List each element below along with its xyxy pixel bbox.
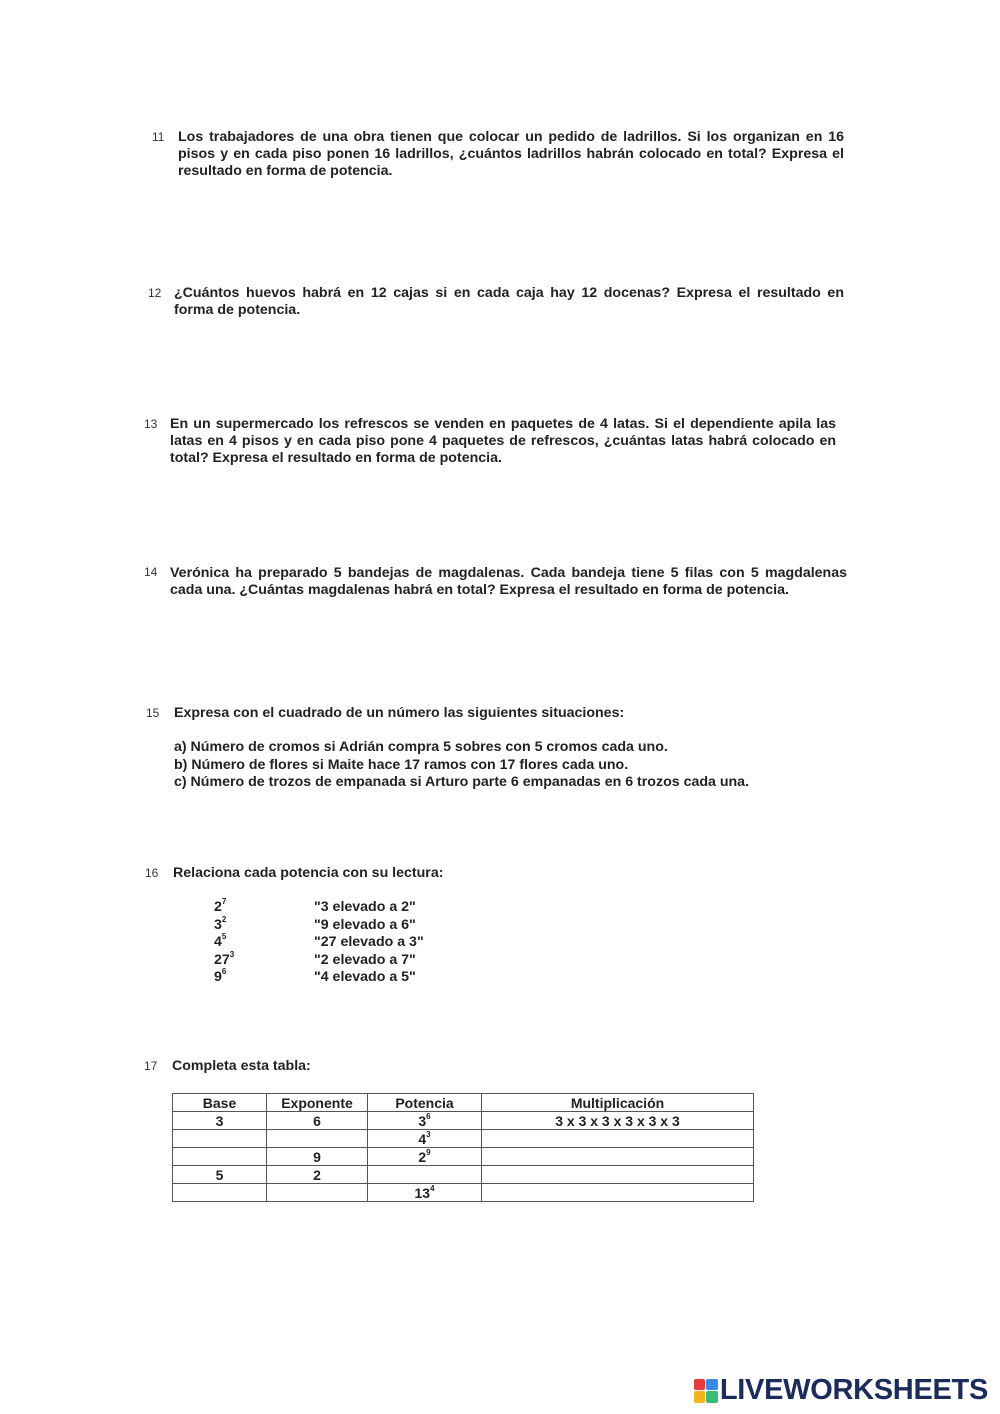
matching-power-4: $27^3$ (214, 950, 235, 968)
cell-base[interactable] (173, 1184, 267, 1202)
matching-reading-4: "2 elevado a 7" (314, 952, 416, 968)
cell-multiplicacion[interactable] (482, 1184, 754, 1202)
logo-square-3 (694, 1391, 706, 1403)
powers-table (172, 1093, 754, 1202)
liveworksheets-logo-icon (694, 1379, 718, 1403)
question-15-items (174, 739, 749, 792)
cell-base[interactable] (173, 1130, 267, 1148)
question-14-text: Verónica ha preparado 5 bandejas de magdalenas. Cada bandeja tiene 5 filas con 5 magdalenas cada una. ¿Cuántas magdalenas habrá en total? Expresa el resultado en forma de potencia. (170, 565, 847, 598)
question-15-item-b: b) Número de flores si Maite hace 17 ramos con 17 flores cada uno. (174, 756, 629, 773)
matching-power-5: $9^6$ (214, 967, 227, 985)
question-12-number: 12 (148, 286, 162, 300)
cell-multiplicacion: 3 x 3 x 3 x 3 x 3 x 3 (482, 1112, 754, 1130)
question-14-number: 14 (144, 565, 158, 579)
matching-reading-5: "4 elevado a 5" (314, 969, 416, 985)
cell-multiplicacion[interactable] (482, 1166, 754, 1184)
cell-potencia: $13^4$ (368, 1184, 482, 1202)
question-15-item-a: a) Número de cromos si Adrián compra 5 sobres con 5 cromos cada uno. (174, 739, 668, 755)
question-11-number: 11 (152, 130, 165, 144)
question-16-number: 16 (145, 866, 159, 880)
table-header-row (173, 1094, 754, 1112)
cell-base: 5 (173, 1166, 267, 1184)
table-row (173, 1184, 754, 1202)
matching-power-3: $4^5$ (214, 932, 227, 950)
question-13-number: 13 (144, 417, 158, 431)
matching-power-2: $3^2$ (214, 915, 227, 933)
question-15-item-c: c) Número de trozos de empanada si Arturo parte 6 empanadas en 6 trozos cada una. (174, 774, 750, 790)
question-11-text: Los trabajadores de una obra tienen que colocar un pedido de ladrillos. Si los organizan en 16 pisos y en cada piso ponen 16 ladrillos, ¿cuántos ladrillos habrán colocado en total? Expresa el resultado en forma de potencia. (178, 129, 844, 179)
question-12-text: ¿Cuántos huevos habrá en 12 cajas si en cada caja hay 12 docenas? Expresa el resultado en forma de potencia. (174, 285, 844, 318)
header-base: Base (173, 1094, 267, 1112)
table-row (173, 1112, 754, 1130)
cell-exponente: 9 (267, 1148, 368, 1166)
question-15-number: 15 (146, 706, 160, 720)
matching-reading-3: "27 elevado a 3" (314, 934, 424, 950)
logo-square-4 (706, 1391, 718, 1403)
matching-reading-2: "9 elevado a 6" (314, 917, 416, 933)
question-13-text: En un supermercado los refrescos se venden en paquetes de 4 latas. Si el dependiente apila las latas en 4 pisos y en cada piso pone 4 paquetes de refrescos, ¿cuántas latas habrá colocado en total? Expresa el resultado en forma de potencia. (170, 416, 836, 466)
question-17-number: 17 (144, 1059, 158, 1073)
question-17-text: Completa esta tabla: (172, 1058, 311, 1074)
matching-power-1: $2^7$ (214, 897, 227, 915)
cell-potencia[interactable] (368, 1166, 482, 1184)
cell-base[interactable] (173, 1148, 267, 1166)
table-row (173, 1148, 754, 1166)
cell-exponente[interactable] (267, 1130, 368, 1148)
logo-square-1 (694, 1379, 706, 1391)
cell-exponente: 6 (267, 1112, 368, 1130)
liveworksheets-brand (694, 1374, 988, 1407)
cell-base: 3 (173, 1112, 267, 1130)
header-multiplicacion: Multiplicación (482, 1094, 754, 1112)
table-row (173, 1166, 754, 1184)
cell-potencia: $3^6$ (368, 1112, 482, 1130)
logo-square-2 (706, 1379, 718, 1391)
header-exponente: Exponente (267, 1094, 368, 1112)
question-15-text: Expresa con el cuadrado de un número las siguientes situaciones: (174, 705, 625, 721)
cell-potencia: $4^3$ (368, 1130, 482, 1148)
cell-multiplicacion[interactable] (482, 1148, 754, 1166)
cell-potencia: $2^9$ (368, 1148, 482, 1166)
table-row (173, 1130, 754, 1148)
matching-reading-1: "3 elevado a 2" (314, 899, 416, 915)
header-potencia: Potencia (368, 1094, 482, 1112)
brand-name: LIVEWORKSHEETS (719, 1374, 988, 1406)
cell-exponente[interactable] (267, 1184, 368, 1202)
cell-exponente: 2 (267, 1166, 368, 1184)
question-16-text: Relaciona cada potencia con su lectura: (173, 865, 444, 881)
cell-multiplicacion[interactable] (482, 1130, 754, 1148)
